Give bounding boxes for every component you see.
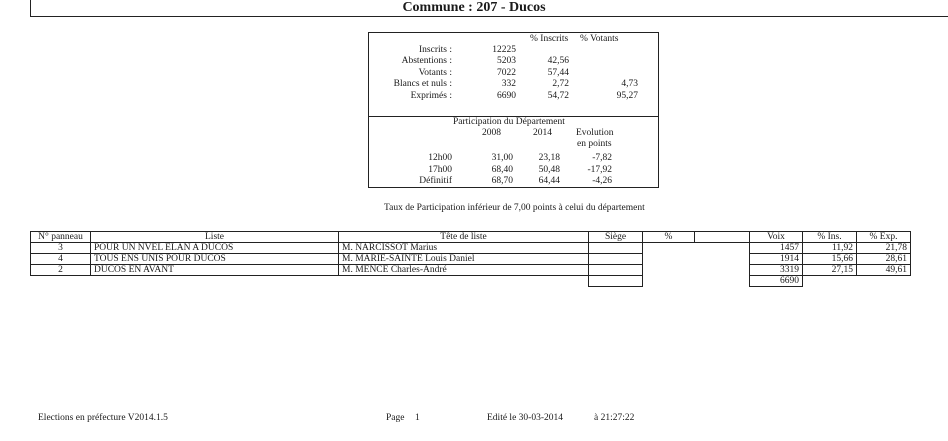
participation-title: Participation du Département [453, 117, 565, 127]
stat-label: Abstentions : [401, 56, 452, 67]
totals-voix: 6690 [750, 276, 803, 287]
totals-blank [339, 276, 589, 287]
stat-label: Blancs et nuls : [393, 79, 452, 90]
totals-blank [803, 276, 857, 287]
stat-pct-inscrits: 2,72 [552, 79, 569, 90]
header-pct-inscrits: % Inscrits [530, 34, 569, 44]
cell-tete-de-liste: M. NARCISSOT Marius [339, 243, 589, 254]
header-blank [695, 232, 750, 243]
cell-pct-exp: 21,78 [857, 243, 911, 254]
totals-blank [643, 276, 695, 287]
cell-panneau: 2 [31, 265, 91, 276]
footer-time: à 21:27:22 [594, 413, 635, 423]
participation-col-en-points: en points [577, 139, 612, 149]
cell-blank [695, 254, 750, 265]
participation-time: Définitif [419, 176, 452, 186]
cell-pct-ins: 15,66 [803, 254, 857, 265]
cell-siege [589, 243, 643, 254]
cell-voix: 3319 [750, 265, 803, 276]
header-pct-votants: % Votants [580, 34, 619, 44]
cell-voix: 1914 [750, 254, 803, 265]
cell-liste: DUCOS EN AVANT [91, 265, 339, 276]
table-row [31, 254, 911, 265]
participation-2008: 68,70 [491, 176, 513, 186]
cell-blank [695, 243, 750, 254]
stat-value: 12225 [492, 45, 516, 55]
cell-liste: TOUS ENS UNIS POUR DUCOS [91, 254, 339, 265]
totals-siege [589, 276, 643, 287]
cell-blank [695, 265, 750, 276]
participation-2014: 23,18 [538, 153, 560, 163]
header-tete: Tête de liste [339, 232, 589, 243]
stat-label: Votants : [418, 67, 452, 78]
cell-tete-de-liste: M. MARIE-SAINTE Louis Daniel [339, 254, 589, 265]
stat-value: 5203 [497, 56, 516, 67]
stat-pct-votants: 4,73 [621, 79, 638, 90]
header-pct-exp: % Exp. [857, 232, 911, 243]
cell-pct-ins: 11,92 [803, 243, 857, 254]
table-row [31, 243, 911, 254]
participation-col-2014: 2014 [533, 128, 552, 138]
header-panneau: N° panneau [31, 232, 91, 243]
cell-tete-de-liste: M. MENCE Charles-André [339, 265, 589, 276]
stat-pct-votants: 95,27 [616, 90, 638, 101]
participation-time: 17h00 [428, 164, 452, 175]
participation-2014: 64,44 [538, 176, 560, 186]
stat-pct-inscrits: 42,56 [547, 56, 569, 67]
stat-pct-inscrits: 57,44 [547, 67, 569, 78]
participation-2008: 68,40 [491, 164, 513, 175]
cell-liste: POUR UN NVEL ELAN A DUCOS [91, 243, 339, 254]
cell-pct [643, 265, 695, 276]
footer-page-label: Page [386, 413, 405, 423]
stat-pct-inscrits: 54,72 [547, 90, 569, 101]
participation-evolution: -7,82 [592, 153, 612, 163]
totals-blank [857, 276, 911, 287]
header-siege: Siège [589, 232, 643, 243]
participation-note: Taux de Participation inférieur de 7,00 points à celui du département [384, 203, 645, 213]
participation-col-2008: 2008 [482, 128, 501, 138]
participation-col-evolution: Evolution [576, 128, 614, 138]
footer-software: Elections en préfecture V2014.1.5 [38, 413, 168, 423]
cell-voix: 1457 [750, 243, 803, 254]
cell-pct-ins: 27,15 [803, 265, 857, 276]
cell-pct [643, 243, 695, 254]
participation-evolution: -17,92 [587, 164, 612, 175]
totals-row [31, 276, 911, 287]
participation-evolution: -4,26 [592, 176, 612, 186]
participation-2014: 50,48 [538, 164, 560, 175]
page-title: Commune : 207 - Ducos [402, 0, 546, 15]
header-pct-ins: % Ins. [803, 232, 857, 243]
stat-value: 6690 [497, 90, 516, 101]
header-liste: Liste [91, 232, 339, 243]
cell-panneau: 4 [31, 254, 91, 265]
header-pct: % [643, 232, 695, 243]
stat-value: 332 [501, 79, 516, 90]
totals-blank [91, 276, 339, 287]
cell-siege [589, 265, 643, 276]
footer-page-number: 1 [415, 413, 420, 423]
cell-panneau: 3 [31, 243, 91, 254]
participation-2008: 31,00 [491, 153, 513, 163]
results-header-row [31, 232, 911, 243]
header-voix: Voix [750, 232, 803, 243]
totals-blank [695, 276, 750, 287]
cell-siege [589, 254, 643, 265]
stat-label: Exprimés : [410, 90, 452, 101]
stat-label: Inscrits : [419, 45, 452, 55]
cell-pct [643, 254, 695, 265]
cell-pct-exp: 28,61 [857, 254, 911, 265]
table-row [31, 265, 911, 276]
totals-blank [31, 276, 91, 287]
participation-time: 12h00 [428, 153, 452, 163]
results-table [30, 231, 911, 287]
cell-pct-exp: 49,61 [857, 265, 911, 276]
stat-value: 7022 [497, 67, 516, 78]
footer-edited: Edité le 30-03-2014 [487, 413, 563, 423]
